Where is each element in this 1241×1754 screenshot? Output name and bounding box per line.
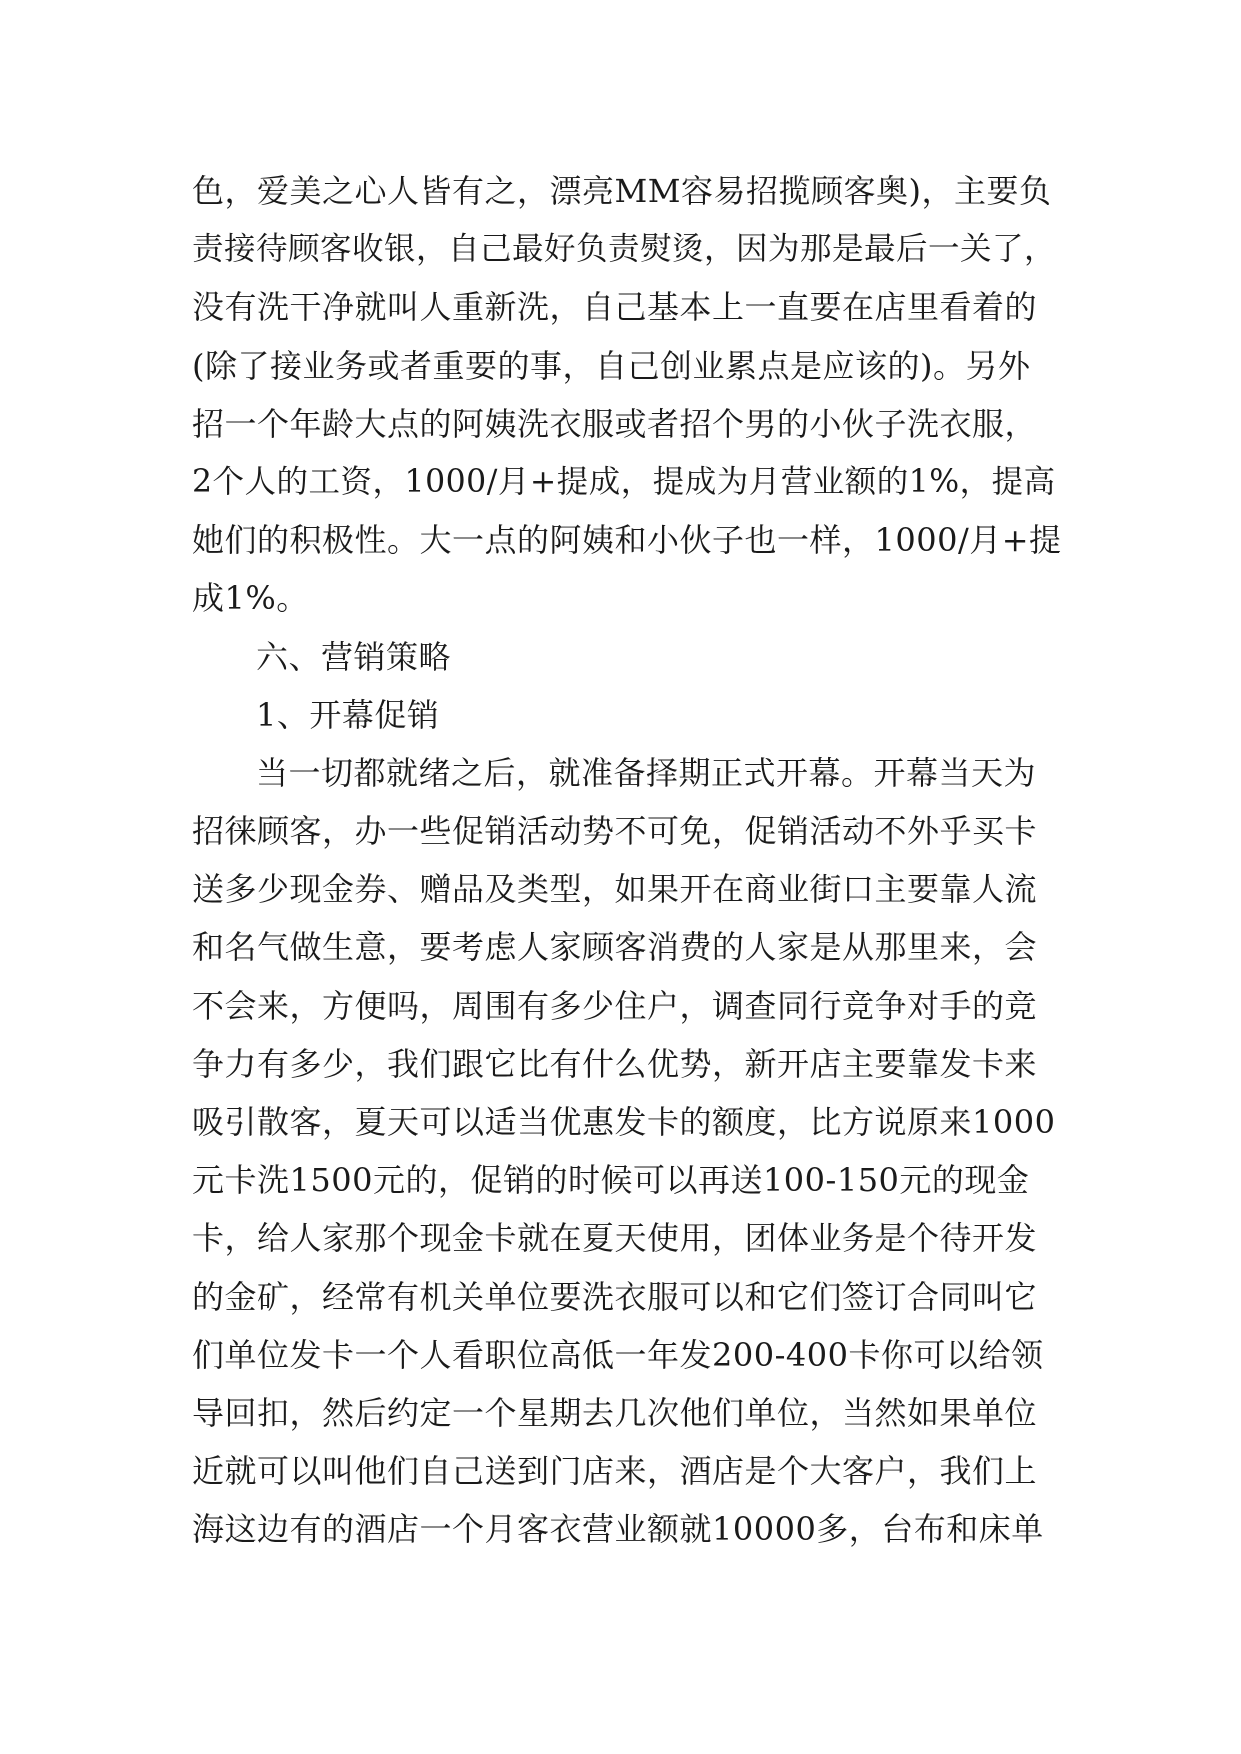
text-line: 成1%。 (192, 579, 309, 618)
text-line: 海这边有的酒店一个月客衣营业额就10000多，台布和床单 (192, 1510, 1044, 1549)
text-line: 们单位发卡一个人看职位高低一年发200-400卡你可以给领 (192, 1335, 1044, 1374)
text-line: 的金矿，经常有机关单位要洗衣服可以和它们签订合同叫它 (192, 1277, 1038, 1316)
text-line: 送多少现金券、赠品及类型，如果开在商业街口主要靠人流 (192, 870, 1038, 909)
text-line: 她们的积极性。大一点的阿姨和小伙子也一样，1000/月+提 (192, 521, 1062, 560)
text-line: 近就可以叫他们自己送到门店来，酒店是个大客户，我们上 (192, 1452, 1038, 1491)
text-line: 吸引散客，夏天可以适当优惠发卡的额度，比方说原来1000 (192, 1103, 1056, 1141)
text-line: 当一切都就绪之后，就准备择期正式开幕。开幕当天为 (256, 753, 1037, 792)
text-line: 卡，给人家那个现金卡就在夏天使用，团体业务是个待开发 (192, 1219, 1038, 1258)
text-line: 招徕顾客，办一些促销活动势不可免，促销活动不外乎买卡 (192, 812, 1038, 851)
text-line: 导回扣，然后约定一个星期去几次他们单位，当然如果单位 (192, 1393, 1038, 1432)
text-line: 责接待顾客收银，自己最好负责熨烫，因为那是最后一关了， (192, 231, 1057, 268)
text-line: 元卡洗1500元的，促销的时候可以再送100-150元的现金 (192, 1161, 1030, 1200)
text-line: 争力有多少，我们跟它比有什么优势，新开店主要靠发卡来 (192, 1044, 1038, 1083)
text-line: 色，爱美之心人皆有之，漂亮MM容易招揽顾客奥)，主要负 (192, 172, 1052, 210)
text-line: 招一个年龄大点的阿姨洗衣服或者招个男的小伙子洗衣服， (192, 404, 1038, 443)
text-line: 没有洗干净就叫人重新洗，自己基本上一直要在店里看着的 (192, 288, 1038, 327)
body-text (192, 162, 1062, 1559)
text-line: (除了接业务或者重要的事，自己创业累点是应该的)。另外 (192, 346, 1031, 385)
text-line: 和名气做生意，要考虑人家顾客消费的人家是从那里来，会 (192, 928, 1038, 967)
text-line: 2个人的工资，1000/月+提成，提成为月营业额的1%，提高 (192, 463, 1056, 500)
text-line: 六、营销策略 (256, 637, 452, 676)
text-line: 不会来，方便吗，周围有多少住户，调查同行竞争对手的竞 (192, 986, 1038, 1025)
text-line: 1、开幕促销 (256, 695, 440, 734)
